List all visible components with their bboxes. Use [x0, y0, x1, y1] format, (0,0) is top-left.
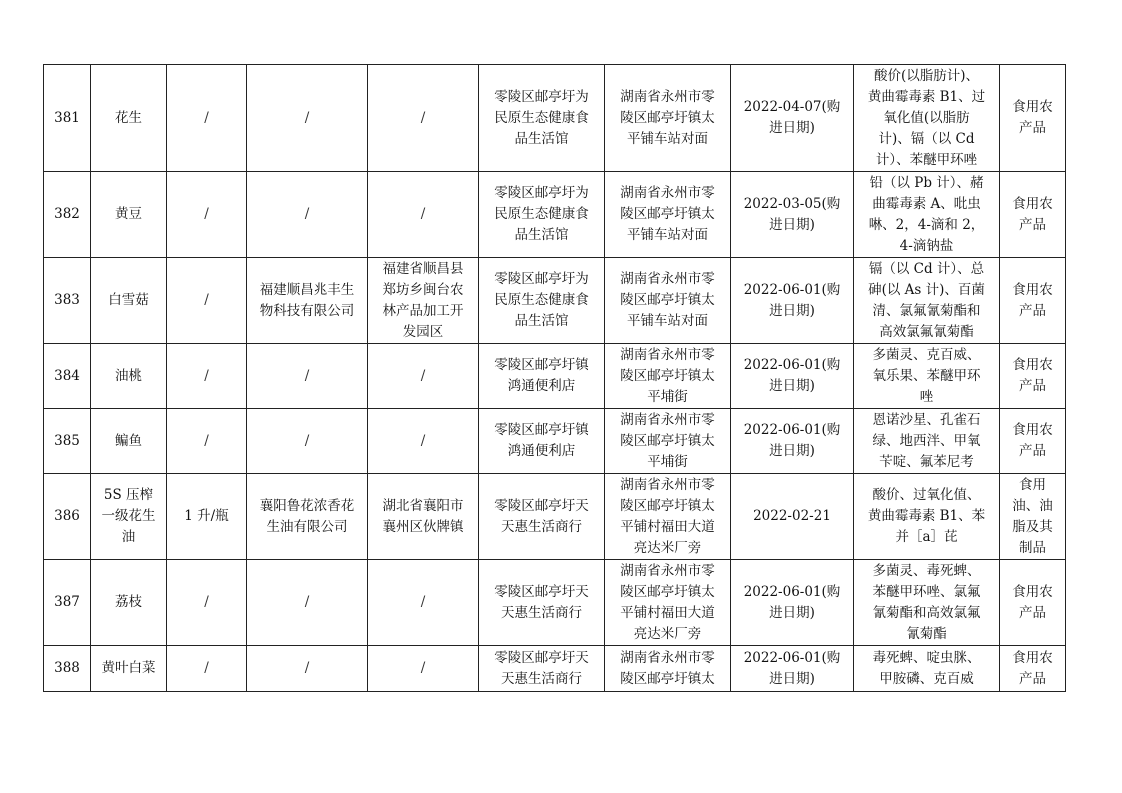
- specification-cell: /: [167, 344, 247, 409]
- specification-cell: /: [167, 172, 247, 258]
- producer-name-cell: /: [247, 65, 368, 172]
- sampled-unit-cell: 零陵区邮亭圩为 民原生态健康食 品生活馆: [479, 65, 605, 172]
- producer-address-cell: 湖北省襄阳市 襄州区伙牌镇: [368, 474, 479, 560]
- sampled-address-cell: 湖南省永州市零 陵区邮亭圩镇太 平铺车站对面: [605, 172, 731, 258]
- test-items-cell: 酸价(以脂肪计)、 黄曲霉毒素 B1、过 氧化值(以脂肪 计)、镉（以 Cd 计）、苯醚甲环唑: [854, 65, 1000, 172]
- category-cell: 食用农 产品: [1000, 560, 1066, 646]
- category-cell: 食用农 产品: [1000, 172, 1066, 258]
- product-name-cell: 荔枝: [91, 560, 167, 646]
- product-name-cell: 鳊鱼: [91, 409, 167, 474]
- sampled-address-cell: 湖南省永州市零 陵区邮亭圩镇太 平铺车站对面: [605, 258, 731, 344]
- production-date-cell: 2022-03-05(购 进日期): [731, 172, 854, 258]
- sampled-address-cell: 湖南省永州市零 陵区邮亭圩镇太 平铺村福田大道 亮达米厂旁: [605, 560, 731, 646]
- row-number-cell: 381: [44, 65, 91, 172]
- production-date-cell: 2022-04-07(购 进日期): [731, 65, 854, 172]
- table-row: [44, 172, 1066, 258]
- producer-name-cell: /: [247, 172, 368, 258]
- specification-cell: /: [167, 646, 247, 692]
- product-name-cell: 花生: [91, 65, 167, 172]
- inspection-table: [43, 64, 1066, 692]
- category-cell: 食用农 产品: [1000, 258, 1066, 344]
- producer-address-cell: 福建省顺昌县 郑坊乡闽台农 林产品加工开 发园区: [368, 258, 479, 344]
- category-cell: 食用农 产品: [1000, 646, 1066, 692]
- product-name-cell: 白雪菇: [91, 258, 167, 344]
- specification-cell: /: [167, 65, 247, 172]
- test-items-cell: 镉（以 Cd 计）、总 砷(以 As 计)、百菌 清、氯氟氰菊酯和 高效氯氟氰菊酯: [854, 258, 1000, 344]
- row-number-cell: 386: [44, 474, 91, 560]
- test-items-cell: 恩诺沙星、孔雀石 绿、地西泮、甲氧 苄啶、氟苯尼考: [854, 409, 1000, 474]
- row-number-cell: 385: [44, 409, 91, 474]
- product-name-cell: 5S 压榨 一级花生 油: [91, 474, 167, 560]
- specification-cell: 1 升/瓶: [167, 474, 247, 560]
- category-cell: 食用 油、油 脂及其 制品: [1000, 474, 1066, 560]
- sampled-unit-cell: 零陵区邮亭圩天 天惠生活商行: [479, 560, 605, 646]
- row-number-cell: 388: [44, 646, 91, 692]
- production-date-cell: 2022-02-21: [731, 474, 854, 560]
- sampled-address-cell: 湖南省永州市零 陵区邮亭圩镇太 平铺村福田大道 亮达米厂旁: [605, 474, 731, 560]
- sampled-unit-cell: 零陵区邮亭圩天 天惠生活商行: [479, 646, 605, 692]
- product-name-cell: 黄豆: [91, 172, 167, 258]
- test-items-cell: 酸价、过氧化值、 黄曲霉毒素 B1、苯 并［a］芘: [854, 474, 1000, 560]
- producer-address-cell: /: [368, 409, 479, 474]
- product-name-cell: 黄叶白菜: [91, 646, 167, 692]
- test-items-cell: 铅（以 Pb 计）、赭 曲霉毒素 A、吡虫 啉、2，4-滴和 2， 4-滴钠盐: [854, 172, 1000, 258]
- producer-address-cell: /: [368, 646, 479, 692]
- table-row: [44, 646, 1066, 692]
- producer-name-cell: /: [247, 344, 368, 409]
- specification-cell: /: [167, 560, 247, 646]
- producer-name-cell: 福建顺昌兆丰生 物科技有限公司: [247, 258, 368, 344]
- production-date-cell: 2022-06-01(购 进日期): [731, 258, 854, 344]
- specification-cell: /: [167, 258, 247, 344]
- table-row: [44, 258, 1066, 344]
- production-date-cell: 2022-06-01(购 进日期): [731, 646, 854, 692]
- producer-address-cell: /: [368, 65, 479, 172]
- producer-address-cell: /: [368, 344, 479, 409]
- category-cell: 食用农 产品: [1000, 344, 1066, 409]
- table-row: [44, 344, 1066, 409]
- producer-name-cell: 襄阳鲁花浓香花 生油有限公司: [247, 474, 368, 560]
- sampled-address-cell: 湖南省永州市零 陵区邮亭圩镇太: [605, 646, 731, 692]
- sampled-address-cell: 湖南省永州市零 陵区邮亭圩镇太 平埔街: [605, 344, 731, 409]
- producer-address-cell: /: [368, 560, 479, 646]
- sampled-unit-cell: 零陵区邮亭圩镇 鸿通便利店: [479, 409, 605, 474]
- row-number-cell: 383: [44, 258, 91, 344]
- test-items-cell: 多菌灵、毒死蜱、 苯醚甲环唑、氯氟 氰菊酯和高效氯氟 氰菊酯: [854, 560, 1000, 646]
- production-date-cell: 2022-06-01(购 进日期): [731, 409, 854, 474]
- table-row: [44, 560, 1066, 646]
- test-items-cell: 多菌灵、克百威、 氧乐果、苯醚甲环 唑: [854, 344, 1000, 409]
- row-number-cell: 387: [44, 560, 91, 646]
- sampled-unit-cell: 零陵区邮亭圩天 天惠生活商行: [479, 474, 605, 560]
- production-date-cell: 2022-06-01(购 进日期): [731, 344, 854, 409]
- sampled-address-cell: 湖南省永州市零 陵区邮亭圩镇太 平埔街: [605, 409, 731, 474]
- table-body: [44, 65, 1066, 692]
- specification-cell: /: [167, 409, 247, 474]
- producer-address-cell: /: [368, 172, 479, 258]
- product-name-cell: 油桃: [91, 344, 167, 409]
- producer-name-cell: /: [247, 646, 368, 692]
- table-row: [44, 474, 1066, 560]
- category-cell: 食用农 产品: [1000, 65, 1066, 172]
- sampled-address-cell: 湖南省永州市零 陵区邮亭圩镇太 平铺车站对面: [605, 65, 731, 172]
- row-number-cell: 384: [44, 344, 91, 409]
- production-date-cell: 2022-06-01(购 进日期): [731, 560, 854, 646]
- table-row: [44, 65, 1066, 172]
- test-items-cell: 毒死蜱、啶虫脒、 甲胺磷、克百威: [854, 646, 1000, 692]
- producer-name-cell: /: [247, 409, 368, 474]
- row-number-cell: 382: [44, 172, 91, 258]
- category-cell: 食用农 产品: [1000, 409, 1066, 474]
- sampled-unit-cell: 零陵区邮亭圩镇 鸿通便利店: [479, 344, 605, 409]
- sampled-unit-cell: 零陵区邮亭圩为 民原生态健康食 品生活馆: [479, 172, 605, 258]
- table-row: [44, 409, 1066, 474]
- sampled-unit-cell: 零陵区邮亭圩为 民原生态健康食 品生活馆: [479, 258, 605, 344]
- producer-name-cell: /: [247, 560, 368, 646]
